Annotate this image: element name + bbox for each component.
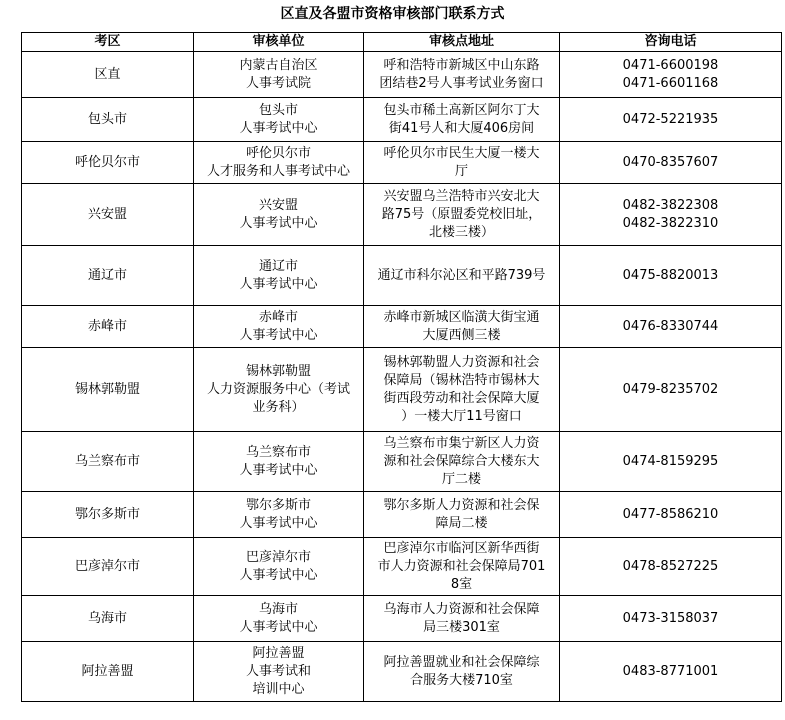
table-row [22,184,782,246]
region-cell: 兴安盟 [22,184,194,246]
unit-cell [194,348,364,432]
unit-line: 人事考试中心 [239,619,318,635]
unit-line: 呼伦贝尔市 [245,145,311,161]
unit-line: 内蒙古自治区 [239,57,318,73]
unit-cell [194,184,364,246]
address-line: 合服务大楼710室 [410,672,513,688]
region-cell: 鄂尔多斯市 [22,492,194,538]
address-cell [364,642,560,702]
region-cell: 巴彦淖尔市 [22,538,194,596]
unit-line: 人事考试中心 [239,515,318,531]
table-row [22,348,782,432]
region-cell: 阿拉善盟 [22,642,194,702]
address-line: 团结巷2号人事考试业务窗口 [379,75,544,91]
address-line: 局三楼301室 [423,619,500,635]
unit-line: 人事考试中心 [239,276,318,292]
unit-cell [194,642,364,702]
address-line: 街41号人和大厦406房间 [388,120,535,136]
unit-cell [194,52,364,98]
phone-cell [560,596,782,642]
phone-number: 0471-6601168 [622,75,719,91]
unit-line: 巴彦淖尔市 [245,549,311,565]
phone-number: 0473-3158037 [622,610,719,626]
page-title: 区直及各盟市资格审核部门联系方式 [280,6,505,22]
unit-cell [194,596,364,642]
address-cell [364,52,560,98]
address-cell [364,306,560,348]
phone-cell [560,538,782,596]
phone-number: 0472-5221935 [622,111,719,127]
unit-cell [194,432,364,492]
phone-number: 0478-8527225 [622,558,719,574]
unit-line: 人才服务和人事考试中心 [206,163,350,179]
phone-cell [560,246,782,306]
phone-cell [560,492,782,538]
header-phone: 咨询电话 [560,33,782,52]
phone-number: 0482-3822308 [622,197,719,213]
address-line: 兴安盟乌兰浩特市兴安北大 [383,188,540,204]
region-cell: 通辽市 [22,246,194,306]
phone-number: 0476-8330744 [622,318,719,334]
table-row [22,98,782,142]
phone-number: 0479-8235702 [622,381,719,397]
address-line: 赤峰市新城区临潢大街宝通 [383,309,540,325]
address-line: 乌兰察布市集宁新区人力资 [383,435,540,451]
phone-cell [560,642,782,702]
table-body [22,52,782,702]
address-line: 街西段劳动和社会保障大厦 [383,390,540,406]
address-cell [364,492,560,538]
unit-line: 人力资源服务中心（考试 [206,381,350,397]
header-region: 考区 [22,33,194,52]
table-row [22,142,782,184]
table-row [22,306,782,348]
table-row [22,246,782,306]
unit-line: 乌兰察布市 [245,444,311,460]
region-cell: 乌海市 [22,596,194,642]
unit-cell [194,538,364,596]
unit-line: 赤峰市 [258,309,298,325]
contact-table [21,32,782,702]
phone-cell [560,432,782,492]
unit-line: 人事考试中心 [239,215,318,231]
address-cell [364,596,560,642]
address-line: 大厦西侧三楼 [422,327,501,343]
address-line: 阿拉善盟就业和社会保障综 [383,654,540,670]
table-row [22,596,782,642]
table-row [22,642,782,702]
address-line: 呼和浩特市新城区中山东路 [383,57,540,73]
address-cell [364,246,560,306]
address-line: 乌海市人力资源和社会保障 [383,601,540,617]
unit-line: 人事考试中心 [239,120,318,136]
phone-number: 0475-8820013 [622,267,719,283]
phone-number: 0470-8357607 [622,154,719,170]
address-line: 保障局（锡林浩特市锡林大 [383,372,540,388]
address-cell [364,538,560,596]
unit-line: 人事考试中心 [239,567,318,583]
address-line: 厅二楼 [441,471,481,487]
address-line: 障局二楼 [435,515,488,531]
unit-cell [194,306,364,348]
address-line: 路75号（原盟委党校旧址， [381,206,542,222]
address-cell [364,142,560,184]
address-line: ）一楼大厅11号窗口 [401,408,522,424]
phone-cell [560,142,782,184]
header-address: 审核点地址 [364,33,560,52]
table-row [22,52,782,98]
unit-line: 培训中心 [252,681,305,697]
address-line: 锡林郭勒盟人力资源和社会 [383,354,540,370]
unit-line: 人事考试中心 [239,327,318,343]
unit-line: 人事考试和 [245,663,311,679]
unit-cell [194,142,364,184]
unit-line: 鄂尔多斯市 [245,497,311,513]
region-cell: 区直 [22,52,194,98]
unit-line: 通辽市 [258,258,298,274]
unit-line: 包头市 [258,102,298,118]
phone-cell [560,52,782,98]
address-line: 厅 [454,163,468,179]
unit-line: 人事考试中心 [239,462,318,478]
region-cell: 乌兰察布市 [22,432,194,492]
phone-number: 0477-8586210 [622,506,719,522]
region-cell: 锡林郭勒盟 [22,348,194,432]
address-line: 通辽市科尔沁区和平路739号 [377,267,546,283]
phone-cell [560,184,782,246]
address-line: 鄂尔多斯人力资源和社会保 [383,497,540,513]
table-row [22,538,782,596]
region-cell: 呼伦贝尔市 [22,142,194,184]
address-line: 呼伦贝尔市民生大厦一楼大 [383,145,540,161]
phone-cell [560,348,782,432]
table-header-row [22,33,782,52]
table-row [22,432,782,492]
phone-number: 0483-8771001 [622,663,719,679]
address-cell [364,348,560,432]
table-row [22,492,782,538]
unit-cell [194,98,364,142]
address-line: 源和社会保障综合大楼东大 [383,453,540,469]
address-line: 市人力资源和社会保障局701 [377,558,546,574]
unit-cell [194,246,364,306]
region-cell: 包头市 [22,98,194,142]
unit-line: 兴安盟 [258,197,298,213]
phone-number: 0482-3822310 [622,215,719,231]
unit-line: 业务科） [252,399,305,415]
phone-number: 0471-6600198 [622,57,719,73]
phone-cell [560,98,782,142]
header-unit: 审核单位 [194,33,364,52]
address-line: 8室 [450,576,473,592]
unit-cell [194,492,364,538]
address-line: 北楼三楼） [428,224,494,240]
address-cell [364,98,560,142]
unit-line: 阿拉善盟 [252,645,305,661]
address-line: 包头市稀土高新区阿尔丁大 [383,102,540,118]
unit-line: 人事考试院 [245,75,311,91]
phone-number: 0474-8159295 [622,453,719,469]
unit-line: 乌海市 [258,601,298,617]
region-cell: 赤峰市 [22,306,194,348]
phone-cell [560,306,782,348]
address-line: 巴彦淖尔市临河区新华西街 [383,540,540,556]
address-cell [364,432,560,492]
unit-line: 锡林郭勒盟 [245,363,311,379]
address-cell [364,184,560,246]
